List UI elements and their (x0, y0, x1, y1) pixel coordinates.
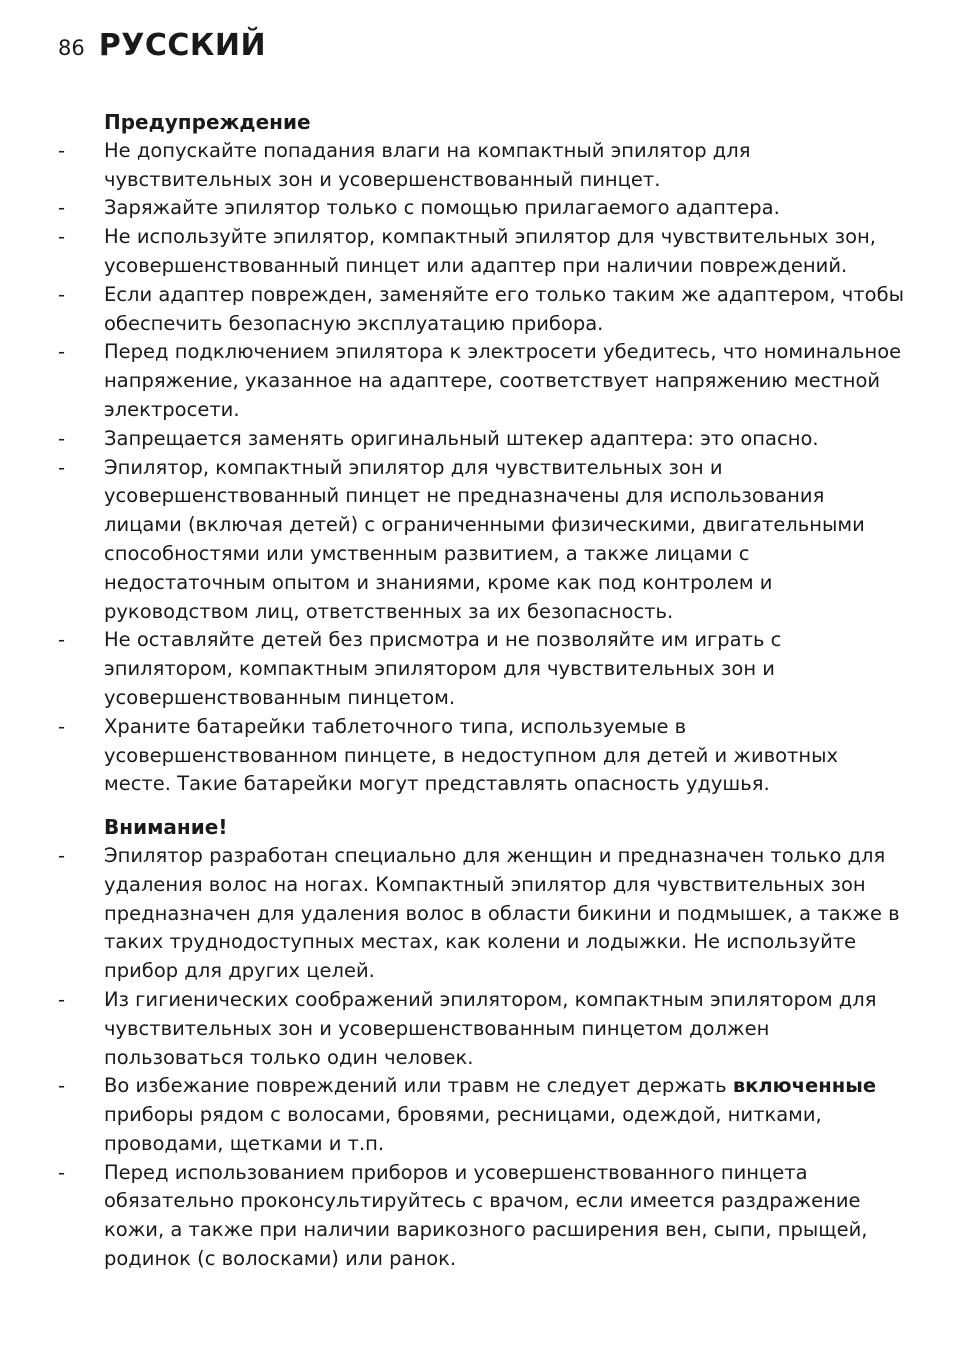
list-item (58, 425, 908, 454)
list-item (58, 338, 908, 424)
caution-section (58, 813, 908, 1274)
list-item (58, 281, 908, 339)
dash-bullet: - (58, 714, 66, 738)
dash-bullet: - (58, 1074, 66, 1098)
list-item (58, 1159, 908, 1274)
dash-bullet: - (58, 1160, 66, 1184)
list-item-text: Эпилятор разработан специально для женщин и предназначен только для удаления волос на ногах. Компактный эпилятор для чувствительных зон предназначен для удаления волос в области бикини и подмышек, а также в таких труднодоступных местах, как колени и лодыжки. Не используйте прибор для других целей. (104, 843, 900, 983)
list-item-text: Не оставляйте детей без присмотра и не позволяйте им играть с эпилятором, компактным эпилятором для чувствительных зон и усовершенствованным пинцетом. (104, 628, 782, 709)
list-item (58, 1072, 908, 1158)
list-item-text: Перед использованием приборов и усовершенствованного пинцета обязательно проконсультируйтесь с врачом, если имеется раздражение кожи, а также при наличии варикозного расширения вен, сыпи, прыщей, родинок (с волосками) или ранок. (104, 1160, 868, 1271)
list-item (58, 626, 908, 712)
list-item-text: Не допускайте попадания влаги на компактный эпилятор для чувствительных зон и усовершенствованный пинцет. (104, 138, 751, 191)
dash-bullet: - (58, 628, 66, 652)
list-item-text: Если адаптер поврежден, заменяйте его только таким же адаптером, чтобы обеспечить безопасную эксплуатацию прибора. (104, 282, 905, 335)
list-item-text: Во избежание повреждений или травм не следует держать (104, 1074, 727, 1098)
dash-bullet: - (58, 340, 66, 364)
list-item (58, 454, 908, 627)
warning-heading: Предупреждение (104, 110, 311, 134)
list-item (58, 223, 908, 281)
dash-bullet: - (58, 455, 66, 479)
warning-list (58, 137, 908, 799)
list-item (58, 137, 908, 195)
list-item-text: Перед подключением эпилятора к электросети убедитесь, что номинальное напряжение, указанное на адаптере, соответствует напряжению местной электросети. (104, 340, 902, 421)
caution-heading: Внимание! (104, 815, 228, 840)
list-item-text: приборы рядом с волосами, бровями, ресницами, одеждой, нитками, проводами, щетками и т.п. (104, 1103, 822, 1155)
list-item-text: Запрещается заменять оригинальный штекер адаптера: это опасно. (104, 426, 819, 450)
dash-bullet: - (58, 843, 66, 867)
dash-bullet: - (58, 282, 66, 306)
dash-bullet: - (58, 225, 66, 249)
list-item (58, 986, 908, 1072)
list-item-text: Не используйте эпилятор, компактный эпилятор для чувствительных зон, усовершенствованный пинцет или адаптер при наличии повреждений. (104, 225, 876, 277)
list-item-text: Заряжайте эпилятор только с помощью прилагаемого адаптера. (104, 196, 780, 220)
list-item-text: Храните батарейки таблеточного типа, используемые в усовершенствованном пинцете, в недоступном для детей и животных месте. Такие батарейки могут представлять опасность удушья. (104, 714, 839, 796)
language-title: РУССКИЙ (98, 28, 267, 63)
dash-bullet: - (58, 987, 66, 1011)
list-item (58, 713, 908, 799)
list-item-text: Из гигиенических соображений эпилятором, компактным эпилятором для чувствительных зон и усовершенствованным пинцетом должен пользоваться только один человек. (104, 987, 877, 1069)
page-content (58, 108, 908, 1288)
dash-bullet: - (58, 426, 66, 450)
page-header (58, 28, 266, 63)
caution-list (58, 842, 908, 1274)
warning-section (58, 108, 908, 799)
dash-bullet: - (58, 138, 66, 162)
list-item (58, 842, 908, 986)
emphasized-word: включенные (732, 1074, 877, 1098)
list-item-text: Эпилятор, компактный эпилятор для чувствительных зон и усовершенствованный пинцет не предназначены для использования лицами (включая детей) с ограниченными физическими, двигательными способностями или умственным развитием, а также лицами с недостаточным опытом и знаниями, кроме как под контролем и руководством лиц, ответственных за их безопасность. (104, 455, 865, 623)
list-item (58, 194, 908, 223)
page-number: 86 (58, 36, 85, 60)
dash-bullet: - (58, 196, 66, 220)
